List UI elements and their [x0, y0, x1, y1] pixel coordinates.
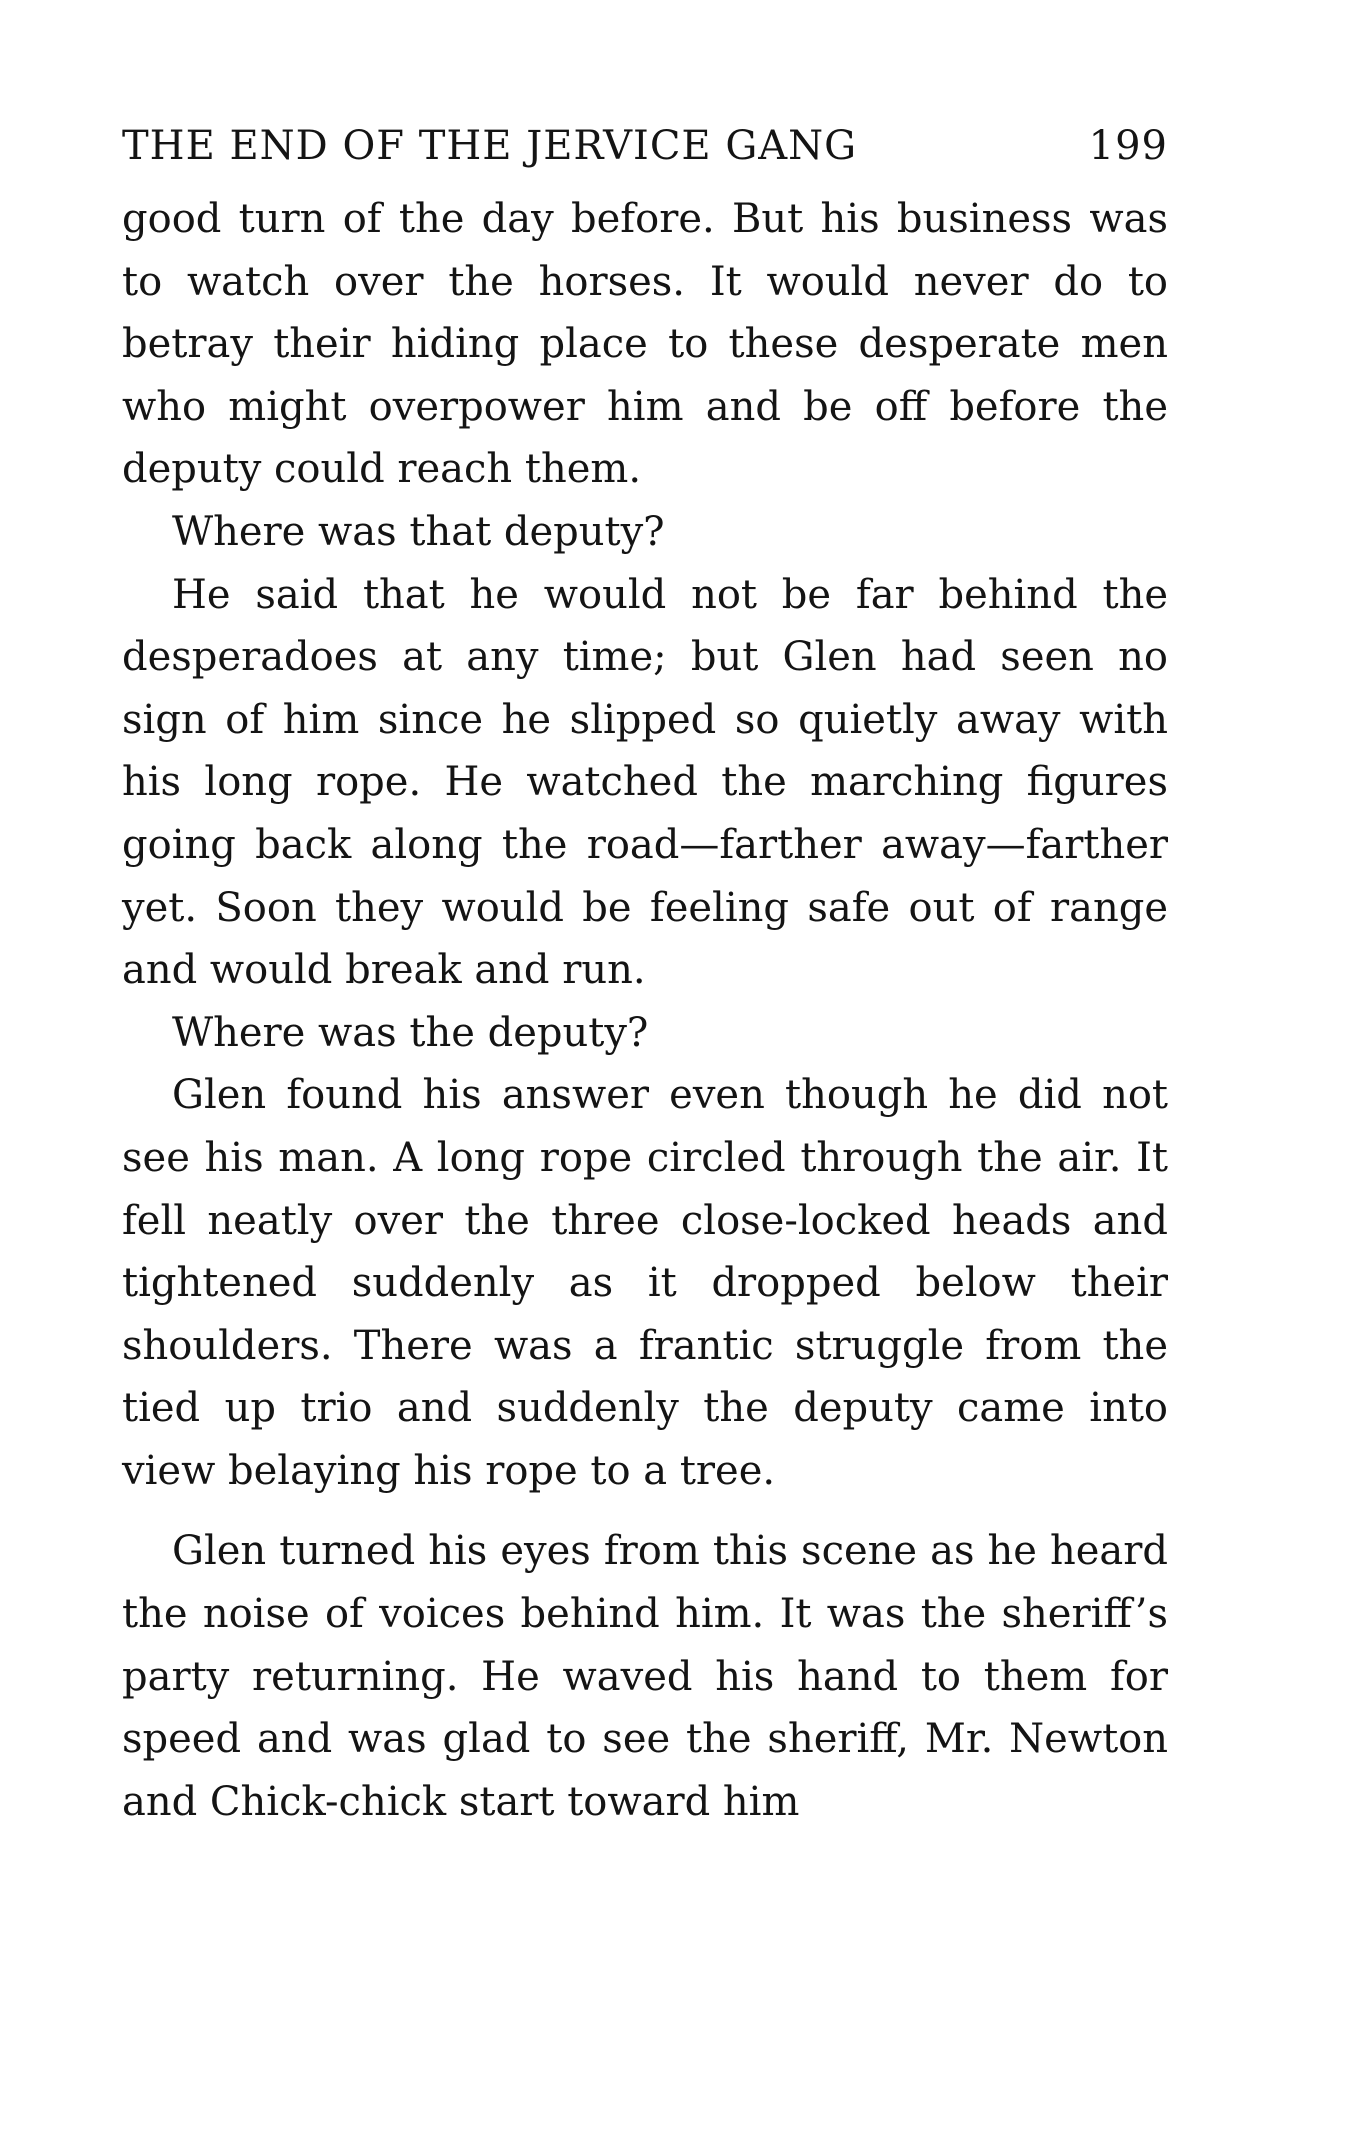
- paragraph: Where was the deputy?: [172, 1009, 649, 1056]
- running-title: THE END OF THE JERVICE GANG: [122, 123, 858, 169]
- paragraph-continued: good turn of the day before. But his business was to watch over the horses. It would never do to betray their hiding place to these desperate men who might overpower him and be off before the deputy could reach them.: [122, 196, 1168, 493]
- running-head: [122, 118, 1168, 174]
- paragraph: Glen found his answer even though he did not see his man. A long rope circled through the air. It fell neatly over the three close-locked heads and tightened suddenly as it dropped below their shoulders. There was a frantic struggle from the tied up trio and suddenly the deputy came into view belaying his rope to a tree.: [122, 1072, 1168, 1494]
- paragraph: Glen turned his eyes from this scene as he heard the noise of voices behind him. It was the sheriff’s party returning. He waved his hand to them for speed and was glad to see the sheriff, Mr. Newton and Chick-chick start toward him: [122, 1528, 1168, 1825]
- book-page: [122, 118, 1168, 1833]
- paragraph: He said that he would not be far behind the desperadoes at any time; but Glen had seen no sign of him since he slipped so quietly away with his long rope. He watched the marching figures going back along the road—farther away—farther yet. Soon they would be feeling safe out of range and would break and run.: [122, 571, 1168, 994]
- paragraph: Where was that deputy?: [172, 508, 665, 555]
- body-text: [122, 188, 1168, 1833]
- page-number: 199: [1088, 123, 1168, 169]
